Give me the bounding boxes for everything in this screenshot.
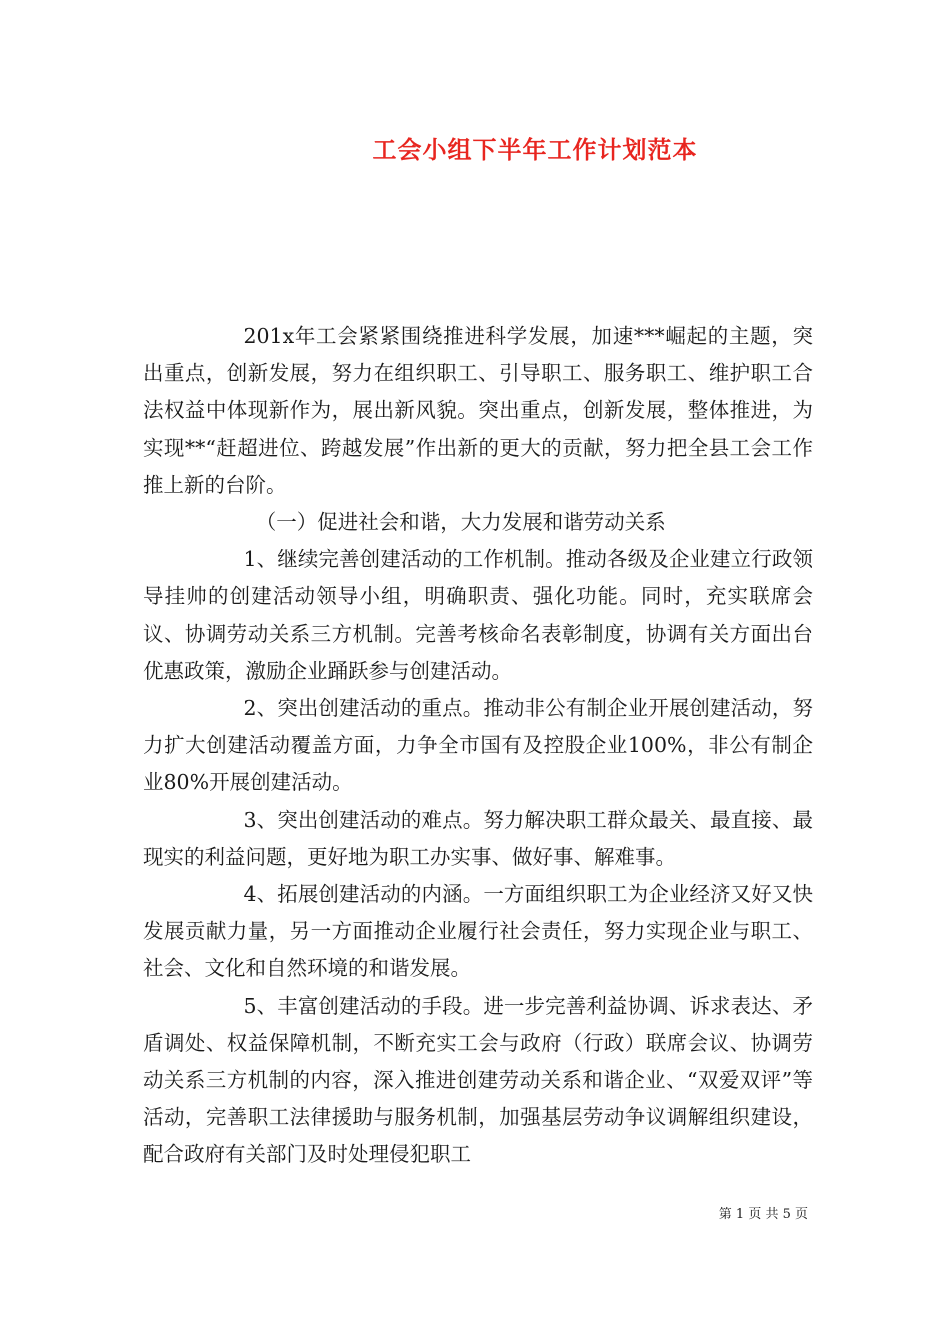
document-title: 工会小组下半年工作计划范本 [372, 136, 698, 164]
list-item: 2、突出创建活动的重点。推动非公有制企业开展创建活动，努力扩大创建活动覆盖方面，力争全市国有及控股企业100%，非公有制企业80%开展创建活动。 [143, 696, 813, 795]
intro-paragraph: 201x年工会紧紧围绕推进科学发展，加速***崛起的主题，突出重点，创新发展，努力在组织职工、引导职工、服务职工、维护职工合法权益中体现新作为，展出新风貌。突出重点，创新发展，整体推进，为实现**“赶超进位、跨越发展”作出新的更大的贡献，努力把全县工会工作推上新的台阶。 [143, 324, 813, 497]
list-item: 5、丰富创建活动的手段。进一步完善利益协调、诉求表达、矛盾调处、权益保障机制，不断充实工会与政府（行政）联席会议、协调劳动关系三方机制的内容，深入推进创建劳动关系和谐企业、“双爱双评”等活动，完善职工法律援助与服务机制，加强基层劳动争议调解组织建设，配合政府有关部门及时处理侵犯职工 [143, 993, 813, 1167]
list-item: 4、拓展创建活动的内涵。一方面组织职工为企业经济又好又快发展贡献力量，另一方面推动企业履行社会责任，努力实现企业与职工、社会、文化和自然环境的和谐发展。 [143, 882, 813, 981]
list-item: 3、突出创建活动的难点。努力解决职工群众最关、最直接、最现实的利益问题，更好地为职工办实事、做好事、解难事。 [143, 807, 813, 869]
page-number-footer: 第 1 页 共 5 页 [718, 1207, 808, 1222]
list-item: 1、继续完善创建活动的工作机制。推动各级及企业建立行政领导挂帅的创建活动领导小组，明确职责、强化功能。同时，充实联席会议、协调劳动关系三方机制。完善考核命名表彰制度，协调有关方面出台优惠政策，激励企业踊跃参与创建活动。 [143, 547, 813, 683]
section-heading: （一）促进社会和谐，大力发展和谐劳动关系 [255, 510, 666, 535]
document-body [143, 318, 813, 1174]
